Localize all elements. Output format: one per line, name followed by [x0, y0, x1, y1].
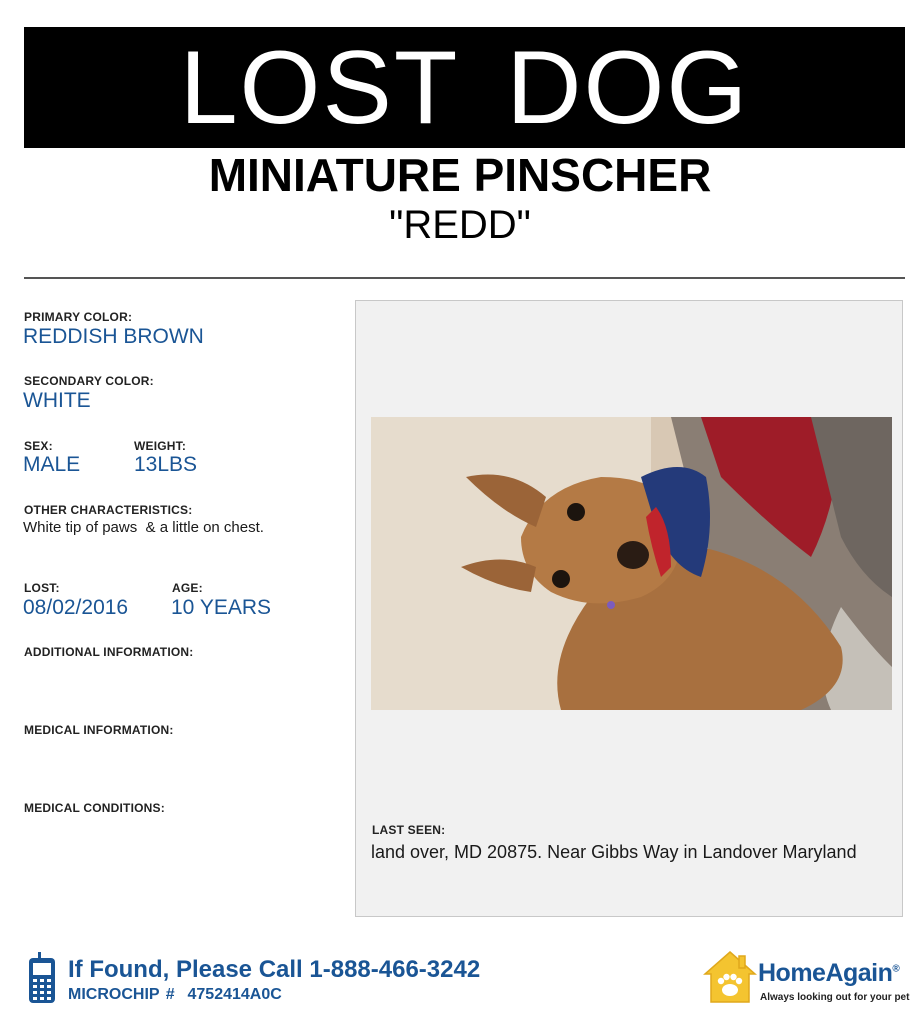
secondary-color-value: WHITE [23, 389, 91, 412]
sex-value: MALE [23, 453, 81, 476]
additional-information-label: ADDITIONAL INFORMATION: [24, 645, 194, 659]
pet-name: "REDD" [389, 203, 531, 247]
medical-information-label: MEDICAL INFORMATION: [24, 723, 174, 737]
weight-value: 13LBS [134, 453, 198, 476]
primary-color-label: PRIMARY COLOR: [24, 310, 133, 324]
age-label: AGE: [172, 581, 203, 595]
weight-label: WEIGHT: [134, 439, 187, 453]
breed-title: MINIATURE PINSCHER [208, 149, 712, 201]
registered-mark: ® [892, 963, 900, 975]
lost-date-value: 08/02/2016 [23, 596, 129, 619]
sex-label: SEX: [24, 439, 53, 453]
microchip-number: MICROCHIP # 4752414A0C [68, 986, 282, 1003]
logo-wordmark: HomeAgain [758, 959, 893, 987]
found-call-text: If Found, Please Call 1-888-466-3242 [68, 956, 481, 983]
divider [24, 277, 905, 279]
logo-tagline: Always looking out for your pet [760, 992, 910, 1003]
primary-color-value: REDDISH BROWN [23, 325, 204, 348]
headline: LOST DOG [179, 29, 750, 146]
lost-date-label: LOST: [24, 581, 60, 595]
dog-photo [371, 417, 892, 710]
dog-photo-illustration [371, 417, 892, 710]
age-value: 10 YEARS [171, 596, 272, 619]
last-seen-label: LAST SEEN: [372, 823, 446, 837]
medical-conditions-label: MEDICAL CONDITIONS: [24, 801, 165, 815]
other-characteristics-label: OTHER CHARACTERISTICS: [24, 503, 193, 517]
mobile-phone-icon [28, 952, 56, 1004]
headline-banner [24, 27, 905, 148]
last-seen-value: land over, MD 20875. Near Gibbs Way in Landover Maryland [371, 842, 857, 862]
house-paw-icon [703, 950, 757, 1004]
secondary-color-label: SECONDARY COLOR: [24, 374, 154, 388]
other-characteristics-value: White tip of paws & a little on chest. [23, 519, 264, 536]
homeagain-logo [758, 961, 899, 986]
